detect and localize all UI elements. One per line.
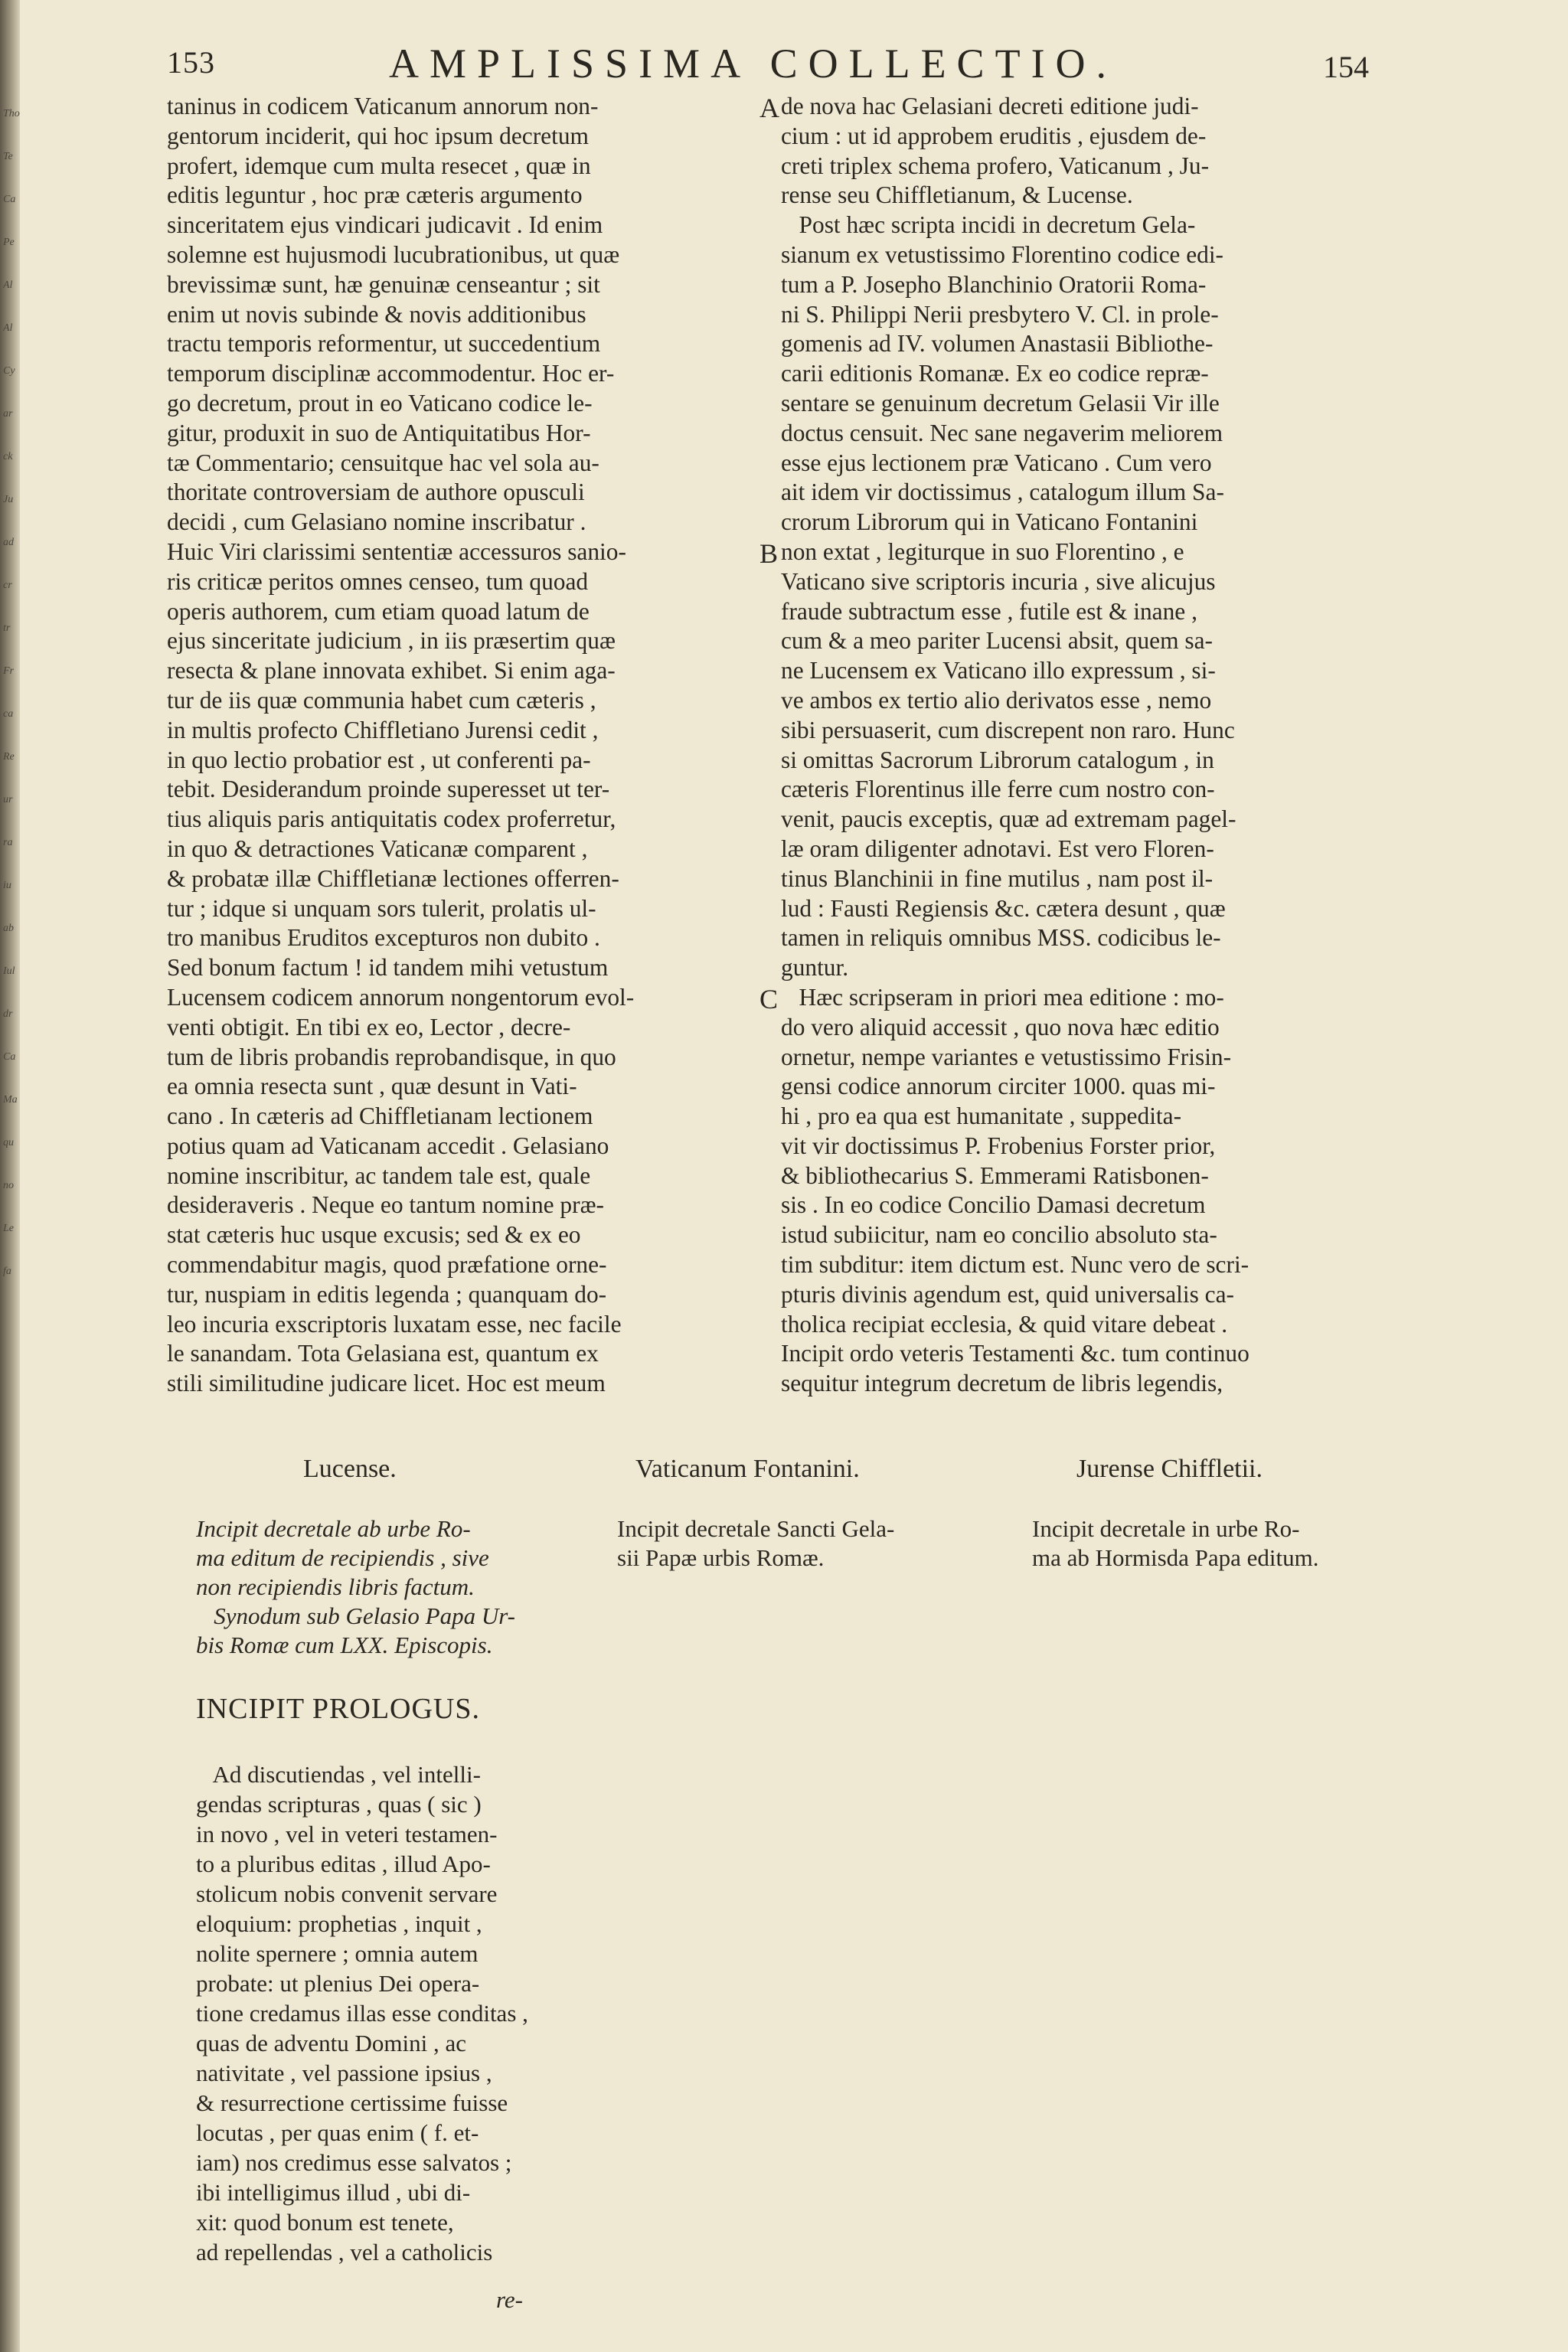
variant-line: ma ab Hormisda Papa editum. — [1032, 1544, 1319, 1571]
margin-note: iu — [3, 880, 11, 891]
right-column-line: Hæc scripseram in priori mea editione : mo- — [781, 983, 1224, 1011]
right-column-line: sequitur integrum decretum de libris legendis, — [781, 1370, 1223, 1397]
left-column-line: enim ut novis subinde & novis additionibus — [167, 300, 586, 328]
left-column-line: decidi , cum Gelasiano nomine inscribatur . — [167, 508, 586, 536]
prologus-line: Ad discutiendas , vel intelli- — [196, 1761, 481, 1788]
right-column-line: istud subiicitur, nam eo concilio absoluto sta- — [781, 1221, 1217, 1249]
running-head: AMPLISSIMA COLLECTIO. — [389, 41, 1118, 87]
right-column-line: de nova hac Gelasiani decreti editione judi- — [781, 93, 1199, 119]
variant-text-jurense — [1032, 1514, 1319, 1573]
variant-line: Synodum sub Gelasio Papa Ur- — [196, 1602, 515, 1629]
margin-note: Ju — [3, 494, 14, 505]
left-column-line: tractu temporis reformentur, ut succedentium — [167, 330, 601, 358]
prologus-line: probate: ut plenius Dei opera- — [196, 1970, 480, 1997]
left-column-line: tur de iis quæ communia habet cum cæteris , — [167, 686, 596, 714]
margin-note: ab — [3, 923, 14, 934]
prologus-line: nolite spernere ; omnia autem — [196, 1940, 479, 1967]
left-column-line: leo incuria exscriptoris luxatam esse, nec facile — [167, 1310, 622, 1338]
margin-note: ad — [3, 537, 14, 548]
margin-note: Fr — [3, 665, 14, 677]
prologus-line: quas de adventu Domini , ac — [196, 2030, 466, 2056]
left-column-line: Huic Viri clarissimi sententiæ accessuros sanio- — [167, 537, 626, 565]
margin-note: Al — [3, 322, 13, 334]
right-column-line: pturis divinis agendum est, quid universalis ca- — [781, 1280, 1234, 1308]
left-column-line: taninus in codicem Vaticanum annorum non- — [167, 93, 599, 119]
margin-note: Te — [3, 151, 13, 162]
variant-heading-vaticanum: Vaticanum Fontanini. — [635, 1455, 860, 1483]
right-column-line: læ oram diligenter adnotavi. Est vero Floren- — [781, 835, 1214, 862]
margin-note: ra — [3, 837, 13, 848]
right-column-line: sentare se genuinum decretum Gelasii Vir ille — [781, 389, 1220, 416]
margin-note: qu — [3, 1137, 14, 1148]
left-column — [167, 92, 749, 1399]
left-column-line: tro manibus Eruditos excepturos non dubito . — [167, 924, 600, 952]
left-column-line: brevissimæ sunt, hæ genuinæ censeantur ; sit — [167, 270, 600, 298]
variant-line: sii Papæ urbis Romæ. — [617, 1544, 825, 1571]
left-column-line: ris criticæ peritos omnes censeo, tum quoad — [167, 567, 589, 595]
right-column-line: tamen in reliquis omnibus MSS. codicibus le- — [781, 924, 1221, 952]
left-column-line: tur ; idque si unquam sors tulerit, prolatis ul- — [167, 894, 596, 922]
right-column-line: & bibliothecarius S. Emmerami Ratisbonen- — [781, 1161, 1209, 1189]
prologus-line: ibi intelligimus illud , ubi di- — [196, 2179, 471, 2206]
prologus-line: iam) nos credimus esse salvatos ; — [196, 2149, 512, 2176]
right-column-line: ne Lucensem ex Vaticano illo expressum , si- — [781, 657, 1216, 684]
right-column — [781, 92, 1370, 1399]
prologus-line: stolicum nobis convenit servare — [196, 1880, 498, 1907]
left-column-line: stili similitudine judicare licet. Hoc est meum — [167, 1370, 606, 1397]
prologus-line: eloquium: prophetias , inquit , — [196, 1910, 482, 1937]
left-column-line: temporum disciplinæ accommodentur. Hoc er- — [167, 360, 615, 387]
right-column-line: tinus Blanchinii in fine mutilus , nam post il- — [781, 864, 1214, 892]
variant-line: Incipit decretale in urbe Ro- — [1032, 1515, 1300, 1542]
left-column-line: thoritate controversiam de authore opusculi — [167, 479, 585, 506]
left-column-line: tæ Commentario; censuitque hac vel sola au- — [167, 449, 599, 476]
right-column-line: do vero aliquid accessit , quo nova hæc editio — [781, 1013, 1220, 1040]
variant-text-vaticanum — [617, 1514, 894, 1573]
right-column-line: doctus censuit. Nec sane negaverim meliorem — [781, 419, 1223, 446]
margin-note: fa — [3, 1266, 11, 1277]
margin-notes — [3, 107, 29, 1308]
margin-note: Pe — [3, 237, 15, 248]
prologus-line: in novo , vel in veteri testamen- — [196, 1821, 498, 1847]
right-column-line: crorum Librorum qui in Vaticano Fontanini — [781, 508, 1198, 536]
right-column-line: gensi codice annorum circiter 1000. quas mi- — [781, 1073, 1216, 1100]
left-column-line: in quo & detractiones Vaticanæ comparent , — [167, 835, 588, 862]
margin-note: Tho — [3, 108, 20, 119]
right-column-line: lud : Fausti Regiensis &c. cætera desunt , quæ — [781, 894, 1226, 922]
margin-note: tr — [3, 622, 11, 634]
variant-line: Incipit decretale Sancti Gela- — [617, 1515, 895, 1542]
left-column-line: tur, nuspiam in editis legenda ; quanquam do- — [167, 1280, 607, 1308]
right-column-line: venit, paucis exceptis, quæ ad extremam pagel- — [781, 805, 1236, 833]
margin-note: dr — [3, 1008, 13, 1020]
right-column-line: ait idem vir doctissimus , catalogum illum Sa- — [781, 479, 1224, 506]
prologus-line: nativitate , vel passione ipsius , — [196, 2060, 492, 2086]
left-column-line: gitur, produxit in suo de Antiquitatibus Hor- — [167, 419, 591, 446]
right-column-line: Incipit ordo veteris Testamenti &c. tum continuo — [781, 1340, 1250, 1367]
right-column-line: rense seu Chiffletianum, & Lucense. — [781, 181, 1133, 209]
right-column-line: tim subditur: item dictum est. Nunc vero de scri- — [781, 1251, 1250, 1279]
right-column-line: tum a P. Josepho Blanchinio Oratorii Roma- — [781, 270, 1207, 298]
margin-note: ar — [3, 408, 13, 420]
right-column-line: vit vir doctissimus P. Frobenius Forster prior, — [781, 1132, 1216, 1159]
right-column-line: Vaticano sive scriptoris incuria , sive alicujus — [781, 567, 1216, 595]
right-column-line: ve ambos ex tertio alio derivatos esse , nemo — [781, 686, 1212, 714]
right-column-line: carii editionis Romanæ. Ex eo codice repræ- — [781, 360, 1209, 387]
margin-note: no — [3, 1180, 14, 1191]
left-column-line: operis authorem, cum etiam quoad latum de — [167, 597, 590, 625]
variant-line: non recipiendis libris factum. — [196, 1573, 475, 1600]
left-column-line: profert, idemque cum multa resecet , quæ in — [167, 152, 591, 179]
section-marker-a: A — [760, 93, 779, 123]
right-column-line: ni S. Philippi Nerii presbytero V. Cl. in prole- — [781, 300, 1219, 328]
margin-note: ur — [3, 794, 13, 805]
right-column-line: sianum ex vetustissimo Florentino codice edi- — [781, 240, 1224, 268]
variant-text-lucense — [196, 1514, 515, 1660]
page-header — [167, 40, 1369, 93]
section-marker-c: C — [760, 984, 779, 1014]
left-column-line: in quo lectio probatior est , ut conferenti pa- — [167, 746, 591, 773]
right-column-line: sibi persuaserit, cum discrepent non raro. Hunc — [781, 716, 1235, 743]
margin-note: Le — [3, 1223, 14, 1234]
right-column-line: tholica recipiat ecclesia, & quid vitare debeat . — [781, 1310, 1228, 1338]
variant-line: Incipit decretale ab urbe Ro- — [196, 1515, 471, 1542]
margin-note: ca — [3, 708, 14, 720]
right-column-line: Post hæc scripta incidi in decretum Gela- — [781, 211, 1196, 239]
variant-heading-jurense: Jurense Chiffletii. — [1076, 1455, 1263, 1483]
margin-note: ck — [3, 451, 13, 462]
right-column-line: esse ejus lectionem præ Vaticano . Cum vero — [781, 449, 1212, 476]
right-column-line: hi , pro ea qua est humanitate , suppedita- — [781, 1102, 1182, 1130]
page-number-right: 154 — [1323, 50, 1369, 84]
right-column-line: guntur. — [781, 954, 849, 982]
margin-note: Ca — [3, 1051, 16, 1063]
prologus-line: gendas scripturas , quas ( sic ) — [196, 1791, 482, 1818]
right-column-line: cum & a meo pariter Lucensi absit, quem sa- — [781, 627, 1213, 655]
left-column-line: potius quam ad Vaticanam accedit . Gelasiano — [167, 1132, 609, 1159]
right-column-line: sis . In eo codice Concilio Damasi decretum — [781, 1191, 1206, 1219]
prologus-line: tione credamus illas esse conditas , — [196, 2000, 528, 2027]
margin-note: Ca — [3, 194, 16, 205]
left-column-line: commendabitur magis, quod præfatione orne- — [167, 1251, 607, 1279]
prologus-heading: INCIPIT PROLOGUS. — [196, 1693, 481, 1725]
left-column-line: venti obtigit. En tibi ex eo, Lector , decre- — [167, 1013, 571, 1040]
margin-note: Iul — [3, 965, 15, 977]
catchword: re- — [496, 2286, 523, 2313]
variant-heading-lucense: Lucense. — [303, 1455, 397, 1483]
right-column-line: creti triplex schema profero, Vaticanum , Ju- — [781, 152, 1210, 179]
right-column-line: gomenis ad IV. volumen Anastasii Bibliothe- — [781, 330, 1214, 358]
left-column-line: le sanandam. Tota Gelasiana est, quantum ex — [167, 1340, 599, 1367]
prologus-text — [196, 1759, 579, 2267]
prologus-line: locutas , per quas enim ( f. et- — [196, 2119, 479, 2146]
left-column-line: gentorum inciderit, qui hoc ipsum decretum — [167, 122, 589, 149]
left-column-line: Sed bonum factum ! id tandem mihi vetustum — [167, 954, 609, 982]
left-column-line: in multis profecto Chiffletiano Jurensi cedit , — [167, 716, 599, 743]
variant-line: bis Romæ cum LXX. Episcopis. — [196, 1632, 493, 1658]
margin-note: Al — [3, 279, 13, 291]
right-column-line: ornetur, nempe variantes e vetustissimo Frisin- — [781, 1043, 1232, 1070]
prologus-line: ad repellendas , vel a catholicis — [196, 2239, 493, 2265]
prologus-line: to a pluribus editas , illud Apo- — [196, 1851, 491, 1877]
right-column-line: fraude subtractum esse , futile est & inane , — [781, 597, 1197, 625]
left-column-line: & probatæ illæ Chiffletianæ lectiones offerren- — [167, 864, 619, 892]
left-column-line: tebit. Desiderandum proinde superesset ut ter- — [167, 776, 610, 803]
margin-note: Re — [3, 751, 15, 763]
page-number-left: 153 — [167, 45, 215, 80]
left-column-line: go decretum, prout in eo Vaticano codice le- — [167, 389, 593, 416]
right-column-line: cium : ut id approbem eruditis , ejusdem de- — [781, 122, 1207, 149]
left-column-line: solemne est hujusmodi lucubrationibus, ut quæ — [167, 240, 620, 268]
variants-table — [167, 1455, 1369, 1658]
left-column-line: tum de libris probandis reprobandisque, in quo — [167, 1043, 616, 1070]
left-column-line: sinceritatem ejus vindicari judicavit . Id enim — [167, 211, 603, 239]
left-column-line: Lucensem codicem annorum nongentorum evol- — [167, 983, 635, 1011]
right-column-line: cæteris Florentinus ille ferre cum nostro con- — [781, 776, 1215, 803]
prologus-line: xit: quod bonum est tenete, — [196, 2209, 454, 2236]
left-column-line: cano . In cæteris ad Chiffletianam lectionem — [167, 1102, 593, 1130]
left-column-line: desideraveris . Neque eo tantum nomine præ- — [167, 1191, 604, 1219]
left-column-line: nomine inscribitur, ac tandem tale est, quale — [167, 1161, 591, 1189]
left-column-line: ejus sinceritate judicium , in iis præsertim quæ — [167, 627, 616, 655]
left-column-line: resecta & plane innovata exhibet. Si enim aga- — [167, 657, 616, 684]
margin-note: Ma — [3, 1094, 18, 1106]
left-column-line: editis leguntur , hoc præ cæteris argumento — [167, 181, 583, 209]
variant-line: ma editum de recipiendis , sive — [196, 1544, 489, 1571]
margin-note: Cy — [3, 365, 15, 377]
prologus-line: & resurrectione certissime fuisse — [196, 2089, 508, 2116]
right-column-line: si omittas Sacrorum Librorum catalogum , in — [781, 746, 1214, 773]
left-column-line: stat cæteris huc usque excusis; sed & ex eo — [167, 1221, 581, 1249]
right-column-line: non extat , legiturque in suo Florentino , e — [781, 537, 1184, 565]
section-marker-b: B — [760, 538, 779, 569]
margin-note: cr — [3, 580, 12, 591]
left-column-line: tius aliquis paris antiquitatis codex proferretur, — [167, 805, 616, 833]
left-column-line: ea omnia resecta sunt , quæ desunt in Vati- — [167, 1073, 577, 1100]
